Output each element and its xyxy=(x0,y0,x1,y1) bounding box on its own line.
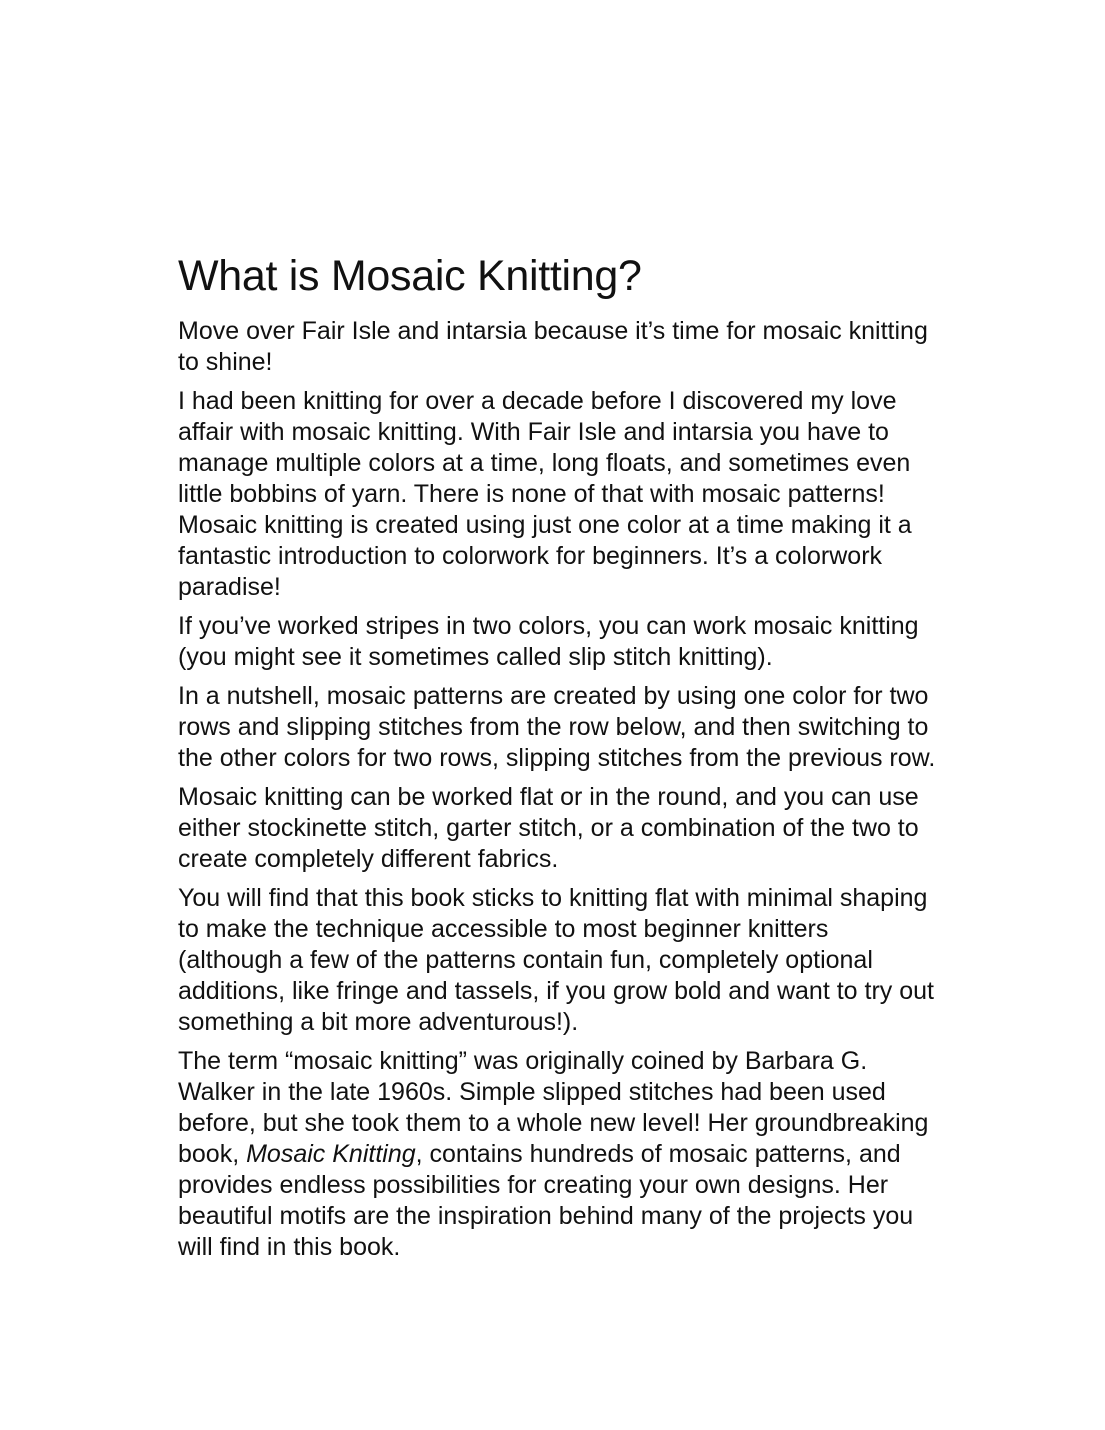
article-body xyxy=(178,250,938,1271)
page-title: What is Mosaic Knitting? xyxy=(178,252,642,300)
book-title-italic: Mosaic Knitting xyxy=(246,1140,416,1168)
paragraph-discovery: I had been knitting for over a decade before I discovered my love affair with mosaic knitting. With Fair Isle and intarsia you have to manage multiple colors at a time, long floats, and sometimes even little bobbins of yarn. There is none of that with mosaic patterns! Mosaic knitting is created using just one color at a time making it a fantastic introduction to colorwork for beginners. It’s a colorwork paradise! xyxy=(178,387,912,601)
paragraph-history xyxy=(178,1046,938,1263)
paragraph-nutshell: In a nutshell, mosaic patterns are created by using one color for two rows and slipping stitches from the row below, and then switching to the other colors for two rows, slipping stitches from the previous row. xyxy=(178,682,936,772)
paragraph-book-scope: You will find that this book sticks to knitting flat with minimal shaping to make the technique accessible to most beginner knitters (although a few of the patterns contain fun, completely optional additions, like fringe and tassels, if you grow bold and want to try out something a bit more adventurous!). xyxy=(178,884,934,1036)
paragraph-intro: Move over Fair Isle and intarsia because it’s time for mosaic knitting to shine! xyxy=(178,317,928,376)
paragraph-history-text-after: , contains hundreds of mosaic patterns, and provides endless possibilities for creating your own designs. Her beautiful motifs are the inspiration behind many of the projects you will find in this book. xyxy=(178,1140,914,1261)
paragraph-history-text-before: The term “mosaic knitting” was originally coined by Barbara G. Walker in the late 1960s. Simple slipped stitches had been used before, but she took them to a whole new level! Her groundbreaking book, xyxy=(178,1047,929,1168)
paragraph-flat-or-round: Mosaic knitting can be worked flat or in the round, and you can use either stockinette stitch, garter stitch, or a combination of the two to create completely different fabrics. xyxy=(178,783,919,873)
paragraph-stripes: If you’ve worked stripes in two colors, you can work mosaic knitting (you might see it sometimes called slip stitch knitting). xyxy=(178,612,919,671)
